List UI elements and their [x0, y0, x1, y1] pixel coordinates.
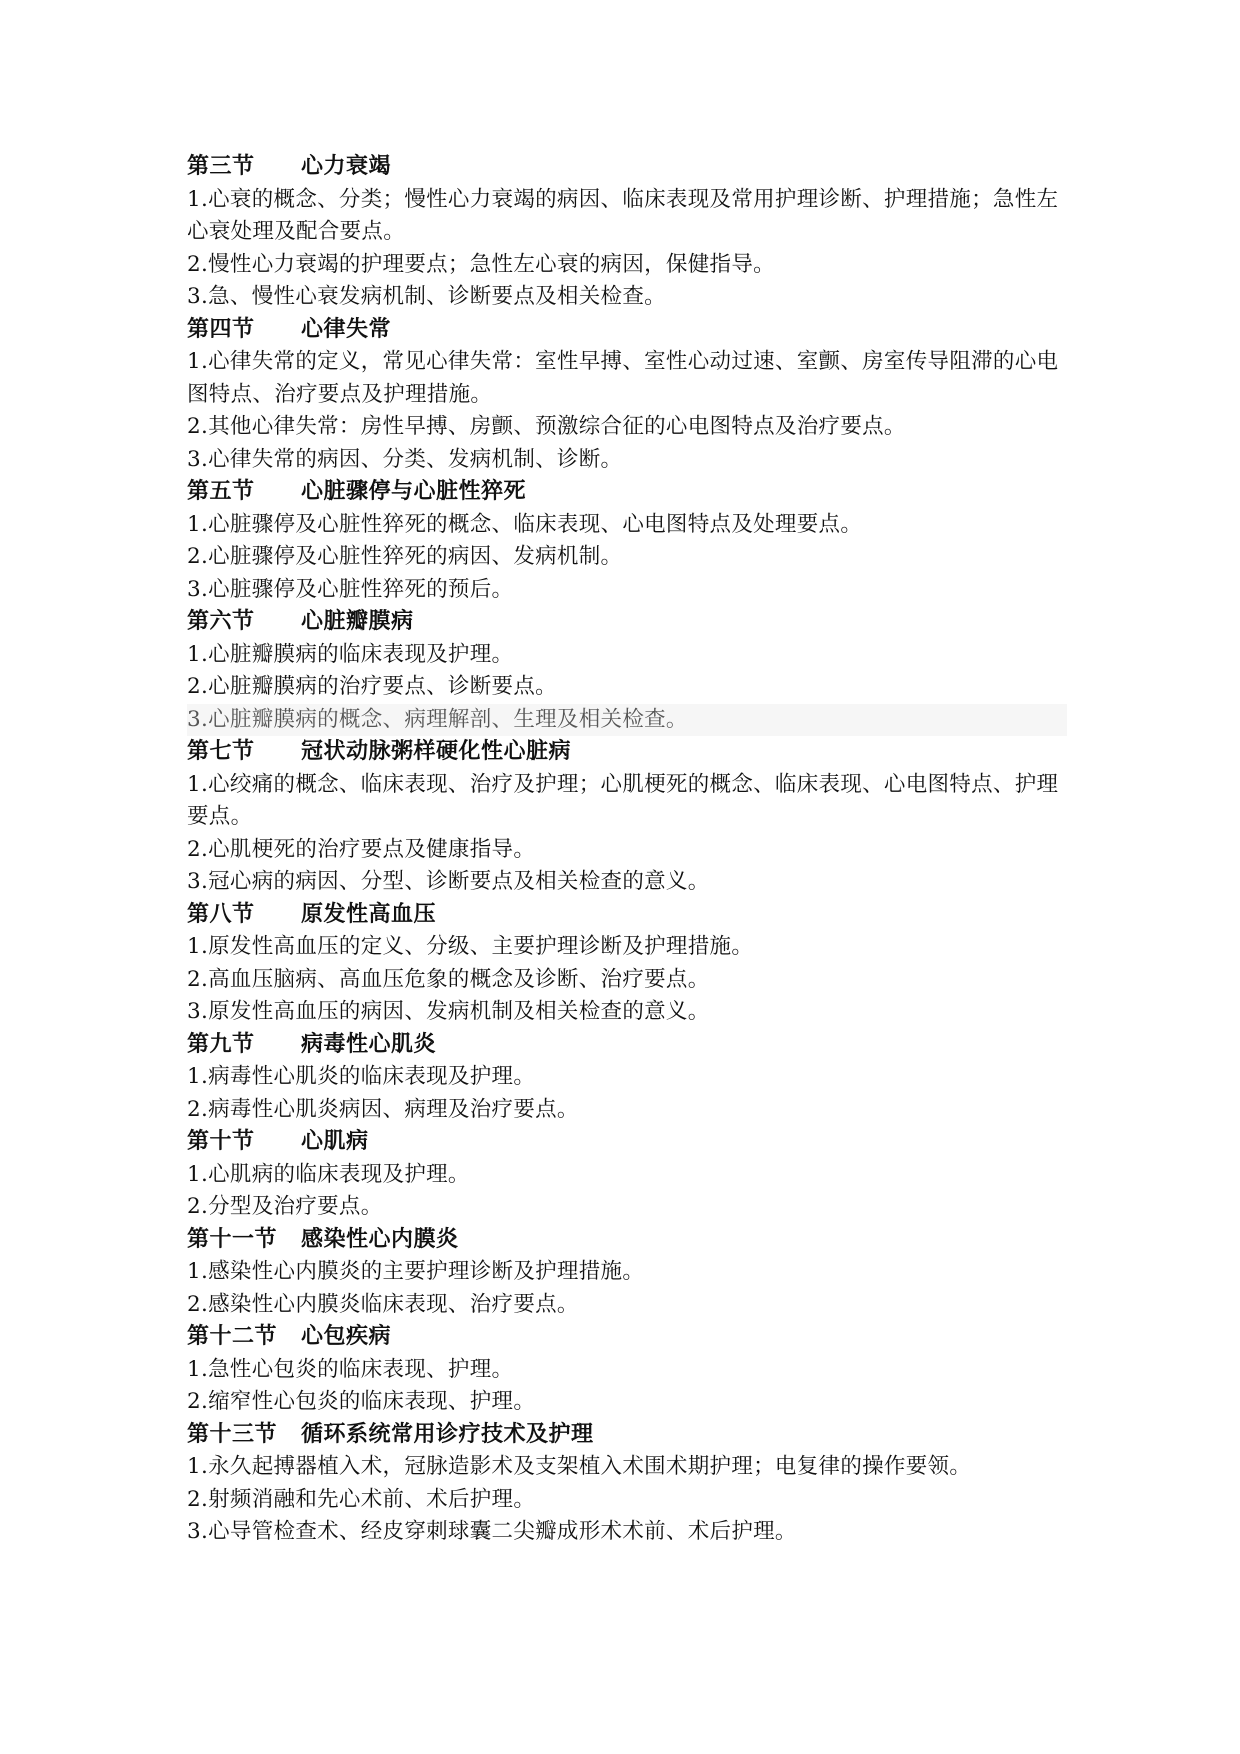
section-number: 第十二节: [187, 1324, 278, 1349]
section-title: 循环系统常用诊疗技术及护理: [301, 1421, 594, 1447]
section-number: 第三节: [187, 154, 255, 179]
section-title: 心脏骤停与心脏性猝死: [301, 479, 527, 504]
section-heading: [187, 1224, 1067, 1257]
section-title: 冠状动脉粥样硬化性心脏病: [301, 739, 572, 764]
section-heading: [187, 1029, 1067, 1062]
list-item: 1.心脏瓣膜病的临床表现及护理。: [187, 641, 514, 667]
section-heading: [187, 314, 1067, 347]
list-item: 2.缩窄性心包炎的临床表现、护理。: [187, 1389, 536, 1414]
section-number: 第五节: [187, 479, 255, 504]
list-item: 2.病毒性心肌炎病因、病理及治疗要点。: [187, 1096, 579, 1122]
section-title: 感染性心内膜炎: [301, 1226, 459, 1252]
list-item: 3.心脏骤停及心脏性猝死的预后。: [187, 576, 514, 602]
section: [187, 736, 1067, 899]
section-heading: [187, 899, 1067, 932]
section-heading: [187, 1321, 1067, 1354]
section-number: 第六节: [187, 609, 255, 634]
section-title: 病毒性心肌炎: [301, 1031, 437, 1057]
section-number: 第八节: [187, 901, 255, 927]
list-item: 2.心脏骤停及心脏性猝死的病因、发病机制。: [187, 544, 623, 569]
section: [187, 1224, 1067, 1322]
section: [187, 1126, 1067, 1224]
section: [187, 1419, 1067, 1549]
list-item: 2.高血压脑病、高血压危象的概念及诊断、治疗要点。: [187, 966, 710, 992]
list-item: 2.射频消融和先心术前、术后护理。: [187, 1486, 536, 1512]
section-title: 心脏瓣膜病: [301, 609, 414, 634]
list-item: 2.心肌梗死的治疗要点及健康指导。: [187, 836, 536, 862]
section-title: 心包疾病: [301, 1324, 392, 1349]
section: [187, 1029, 1067, 1127]
section-heading: [187, 1126, 1067, 1159]
list-item: 1.心脏骤停及心脏性猝死的概念、临床表现、心电图特点及处理要点。: [187, 511, 863, 537]
section: [187, 606, 1067, 736]
list-item: 1.病毒性心肌炎的临床表现及护理。: [187, 1064, 536, 1089]
section: [187, 899, 1067, 1029]
list-item: 1.感染性心内膜炎的主要护理诊断及护理措施。: [187, 1259, 645, 1284]
list-item: 2.慢性心力衰竭的护理要点；急性左心衰的病因，保健指导。: [187, 251, 775, 277]
list-item: 2.其他心律失常：房性早搏、房颤、预激综合征的心电图特点及治疗要点。: [187, 414, 906, 439]
section-number: 第七节: [187, 739, 255, 764]
list-item: 1.心衰的概念、分类；慢性心力衰竭的病因、临床表现及常用护理诊断、护理措施；急性左心衰处理及配合要点。: [187, 186, 1059, 244]
list-item: 1.永久起搏器植入术，冠脉造影术及支架植入术围术期护理；电复律的操作要领。: [187, 1454, 972, 1479]
list-item: 1.心绞痛的概念、临床表现、治疗及护理；心肌梗死的概念、临床表现、心电图特点、护理要点。: [187, 771, 1059, 829]
section-heading: [187, 1419, 1067, 1452]
list-item: 1.急性心包炎的临床表现、护理。: [187, 1356, 514, 1382]
section-title: 心肌病: [301, 1129, 369, 1154]
list-item: 3.心脏瓣膜病的概念、病理解剖、生理及相关检查。: [187, 704, 1067, 737]
section-heading: [187, 736, 1067, 769]
list-item: 1.原发性高血压的定义、分级、主要护理诊断及护理措施。: [187, 934, 754, 959]
section-number: 第十节: [187, 1129, 255, 1154]
section-title: 心律失常: [301, 316, 392, 342]
section: [187, 151, 1067, 314]
section-number: 第十一节: [187, 1226, 278, 1252]
section-number: 第四节: [187, 316, 255, 342]
list-item: 2.心脏瓣膜病的治疗要点、诊断要点。: [187, 674, 557, 699]
list-item: 3.冠心病的病因、分型、诊断要点及相关检查的意义。: [187, 869, 710, 894]
section-heading: [187, 606, 1067, 639]
section: [187, 476, 1067, 606]
section-title: 原发性高血压: [301, 901, 437, 927]
section-heading: [187, 151, 1067, 184]
section: [187, 1321, 1067, 1419]
section: [187, 314, 1067, 477]
document-body: [187, 151, 1067, 1549]
list-item: 1.心律失常的定义，常见心律失常：室性早搏、室性心动过速、室颤、房室传导阻滞的心电图特点、治疗要点及护理措施。: [187, 349, 1059, 407]
list-item: 2.分型及治疗要点。: [187, 1194, 383, 1219]
section-number: 第十三节: [187, 1421, 278, 1447]
list-item: 2.感染性心内膜炎临床表现、治疗要点。: [187, 1291, 579, 1317]
section-number: 第九节: [187, 1031, 255, 1057]
list-item: 1.心肌病的临床表现及护理。: [187, 1161, 470, 1187]
list-item: 3.心导管检查术、经皮穿刺球囊二尖瓣成形术术前、术后护理。: [187, 1519, 797, 1544]
list-item: 3.急、慢性心衰发病机制、诊断要点及相关检查。: [187, 284, 666, 309]
list-item: 3.心律失常的病因、分类、发病机制、诊断。: [187, 446, 623, 472]
section-title: 心力衰竭: [301, 154, 392, 179]
list-item: 3.原发性高血压的病因、发病机制及相关检查的意义。: [187, 999, 710, 1024]
section-heading: [187, 476, 1067, 509]
